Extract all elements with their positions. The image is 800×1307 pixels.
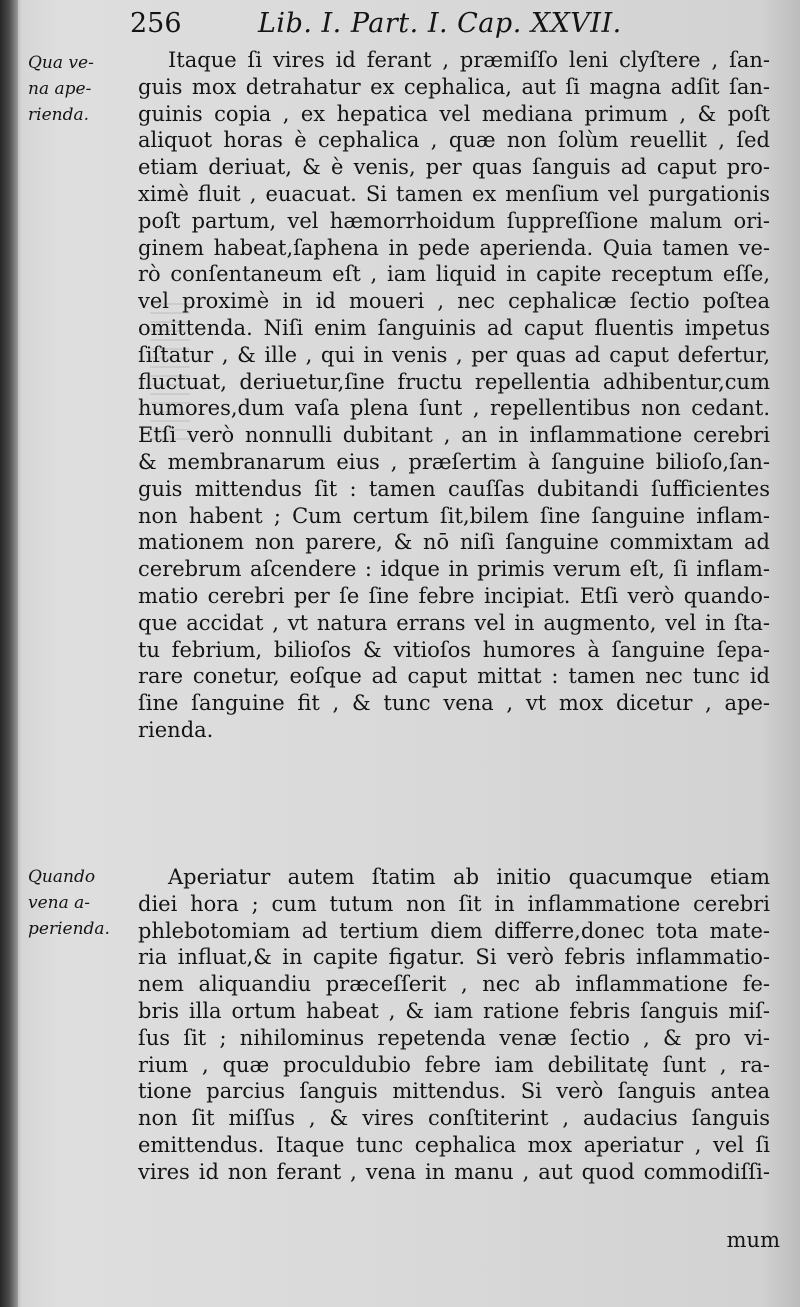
text-line: matio cerebri per ſe ſine febre incipiat. Etſi verò quando- xyxy=(138,583,770,608)
text-line: guinis copia , ex hepatica vel mediana primum , & poſt xyxy=(138,101,770,126)
text-line: que accidat , vt natura errans vel in augmento, vel in ſta- xyxy=(138,610,770,635)
text-line: Etſi verò nonnulli dubitant , an in inflammatione cerebri xyxy=(138,423,770,448)
book-gutter xyxy=(0,0,18,1307)
text-line: vires id non ferant , vena in manu , aut quod commodiſſi- xyxy=(138,1159,770,1184)
text-line: aliquot horas è cephalica , quæ non ſolùm reuellit , ſed xyxy=(138,128,770,153)
text-line: bris illa ortum habeat , & iam ratione febris ſanguis miſ- xyxy=(138,998,770,1023)
text-line: rare conetur, eoſque ad caput mittat : tamen nec tunc id xyxy=(138,664,770,689)
text-line: emittendus. Itaque tunc cephalica mox aperiatur , vel ſi xyxy=(138,1132,770,1157)
text-line: rò conſentaneum eſt , iam liquid in capite receptum eſſe, xyxy=(138,262,770,287)
text-line: vel proximè in id moueri , nec cephalicæ ſectio poſtea xyxy=(138,289,770,314)
margin-note-qua-vena: Qua ve- na ape- rienda. xyxy=(28,53,94,125)
text-line: & membranarum eius , præſertim à ſanguine bilioſo,ſan- xyxy=(138,449,770,474)
text-line: guis mox detrahatur ex cephalica, aut ſi magna adſit ſan- xyxy=(138,74,770,99)
text-line: non ſit miſſus , & vires conſtiterint , audacius ſanguis xyxy=(138,1106,770,1131)
text-line: ſus ſit ; nihilominus repetenda venæ ſectio , & pro vi- xyxy=(138,1025,770,1050)
page-header xyxy=(130,6,690,42)
text-line: ſiſtatur , & ille , qui in venis , per quas ad caput defertur, xyxy=(138,342,770,367)
text-line: ſine ſanguine fit , & tunc vena , vt mox dicetur , ape- xyxy=(138,691,770,716)
text-line: Itaque ſi vires id ferant , præmiſſo leni clyſtere , ſan- xyxy=(168,48,770,72)
paragraph-2 xyxy=(138,864,770,1186)
text-line: non habent ; Cum certum ſit,bilem ſine ſanguine inflam- xyxy=(138,503,770,528)
text-line: fluctuat, deriuetur,ſine fructu repellentia adhibentur,cum xyxy=(138,369,770,394)
catchword: mum xyxy=(726,1228,780,1252)
text-line: rienda. xyxy=(138,717,214,742)
margin-note-quando-vena: Quando vena a- perienda. xyxy=(28,867,110,939)
text-line: tu febrium, bilioſos & vitioſos humores à ſanguine ſepa- xyxy=(138,637,770,662)
text-line: ria influat,& in capite figatur. Si verò febris inflammatio- xyxy=(138,945,770,970)
text-line: tione parcius ſanguis mittendus. Si verò ſanguis antea xyxy=(138,1079,770,1104)
text-line: cerebrum aſcendere : idque in primis verum eſt, ſi inflam- xyxy=(138,557,770,582)
text-line: nem aliquandiu præceſſerit , nec ab inflammatione fe- xyxy=(138,972,770,997)
text-line: ginem habeat,ſaphena in pede aperienda. Quia tamen ve- xyxy=(138,235,770,260)
running-head: Lib. I. Part. I. Cap. XXVII. xyxy=(258,8,622,39)
text-line: phlebotomiam ad tertium diem differre,donec tota mate- xyxy=(138,918,770,943)
text-line: ximè fluit , euacuat. Si tamen ex menſium vel purgationis xyxy=(138,181,770,206)
text-line: poſt partum, vel hæmorrhoidum ſuppreſſione malum ori- xyxy=(138,208,770,233)
text-line: diei hora ; cum tutum non ſit in inflammatione cerebri xyxy=(138,891,770,916)
text-line: mationem non parere, & nō niſi ſanguine commixtam ad xyxy=(138,530,770,555)
text-line: omittenda. Niſi enim ſanguinis ad caput fluentis impetus xyxy=(138,315,770,340)
text-line: Aperiatur autem ſtatim ab initio quacumque etiam xyxy=(168,865,770,889)
text-line: guis mittendus ſit : tamen cauſſas dubitandi ſufficientes xyxy=(138,476,770,501)
text-line: humores,dum vaſa plena ſunt , repellentibus non cedant. xyxy=(138,396,770,421)
text-line: etiam deriuat, & è venis, per quas ſanguis ad caput pro- xyxy=(138,155,770,180)
text-line: rium , quæ proculdubio febre iam debilitatę ſunt , ra- xyxy=(138,1052,770,1077)
paragraph-1 xyxy=(138,47,770,744)
page-number: 256 xyxy=(130,8,182,39)
